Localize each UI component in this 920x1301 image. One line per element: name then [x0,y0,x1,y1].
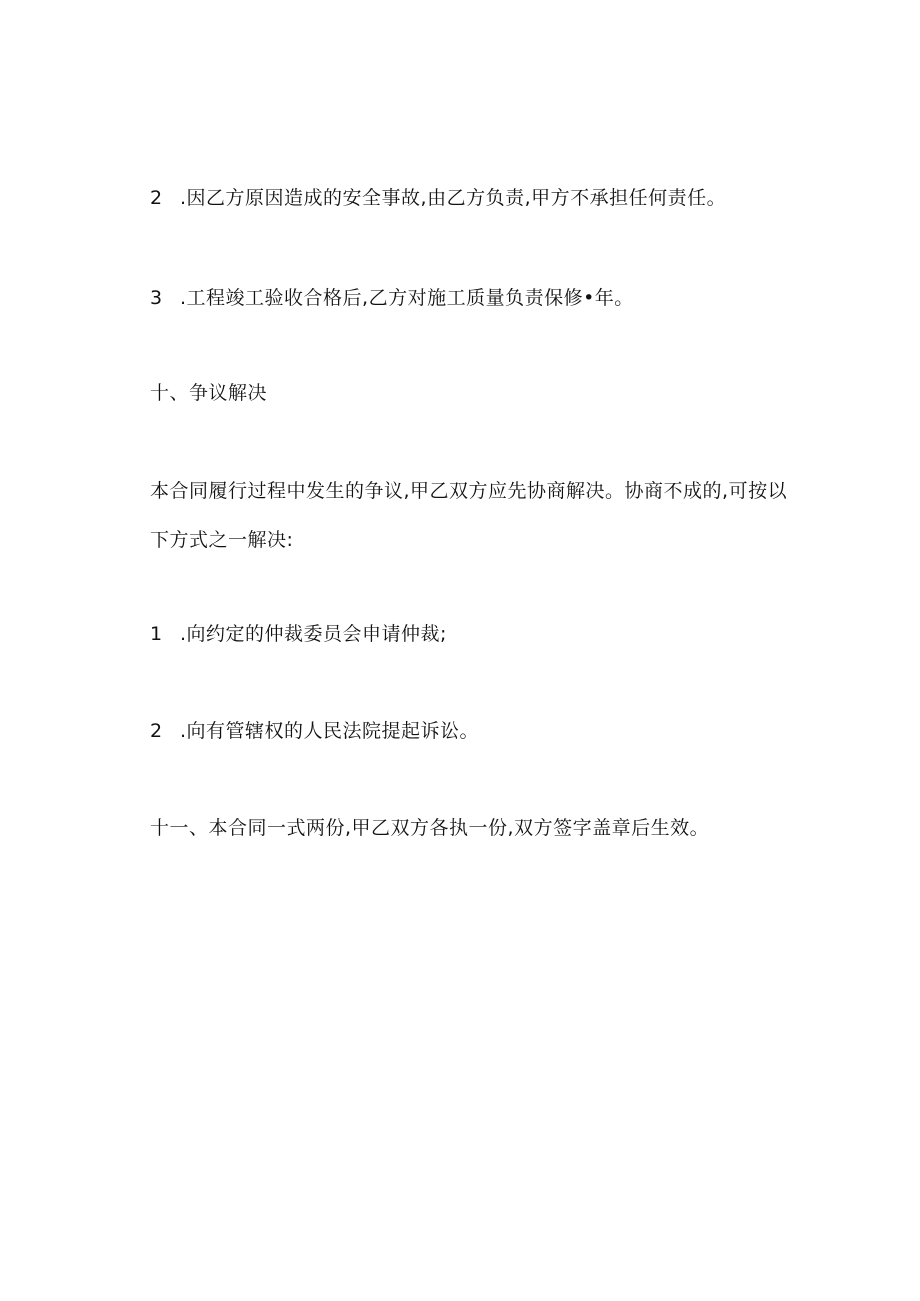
section-heading-dispute: 十、争议解决 [150,382,268,404]
clause-item-3 [150,286,634,310]
option-text: .向约定的仲裁委员会申请仲裁; [180,623,447,645]
option-number: 2 [150,720,163,742]
option-number: 1 [150,623,163,645]
paragraph-line-2: 下方式之一解决: [150,529,294,551]
clause-text: .工程竣工验收合格后,乙方对施工质量负责保修•年。 [180,287,634,309]
option-text: .向有管辖权的人民法院提起诉讼。 [180,720,480,742]
clause-number: 2 [150,187,163,209]
clause-number: 3 [150,287,163,309]
clause-item-2 [150,186,726,210]
paragraph-line-1: 本合同履行过程中发生的争议,甲乙双方应先协商解决。协商不成的,可按以 [150,480,788,502]
section-eleven: 十一、本合同一式两份,甲乙双方各执一份,双方签字盖章后生效。 [150,817,710,839]
clause-text: .因乙方原因造成的安全事故,由乙方负责,甲方不承担任何责任。 [180,187,727,209]
option-item-1 [150,622,447,646]
option-item-2 [150,719,479,743]
